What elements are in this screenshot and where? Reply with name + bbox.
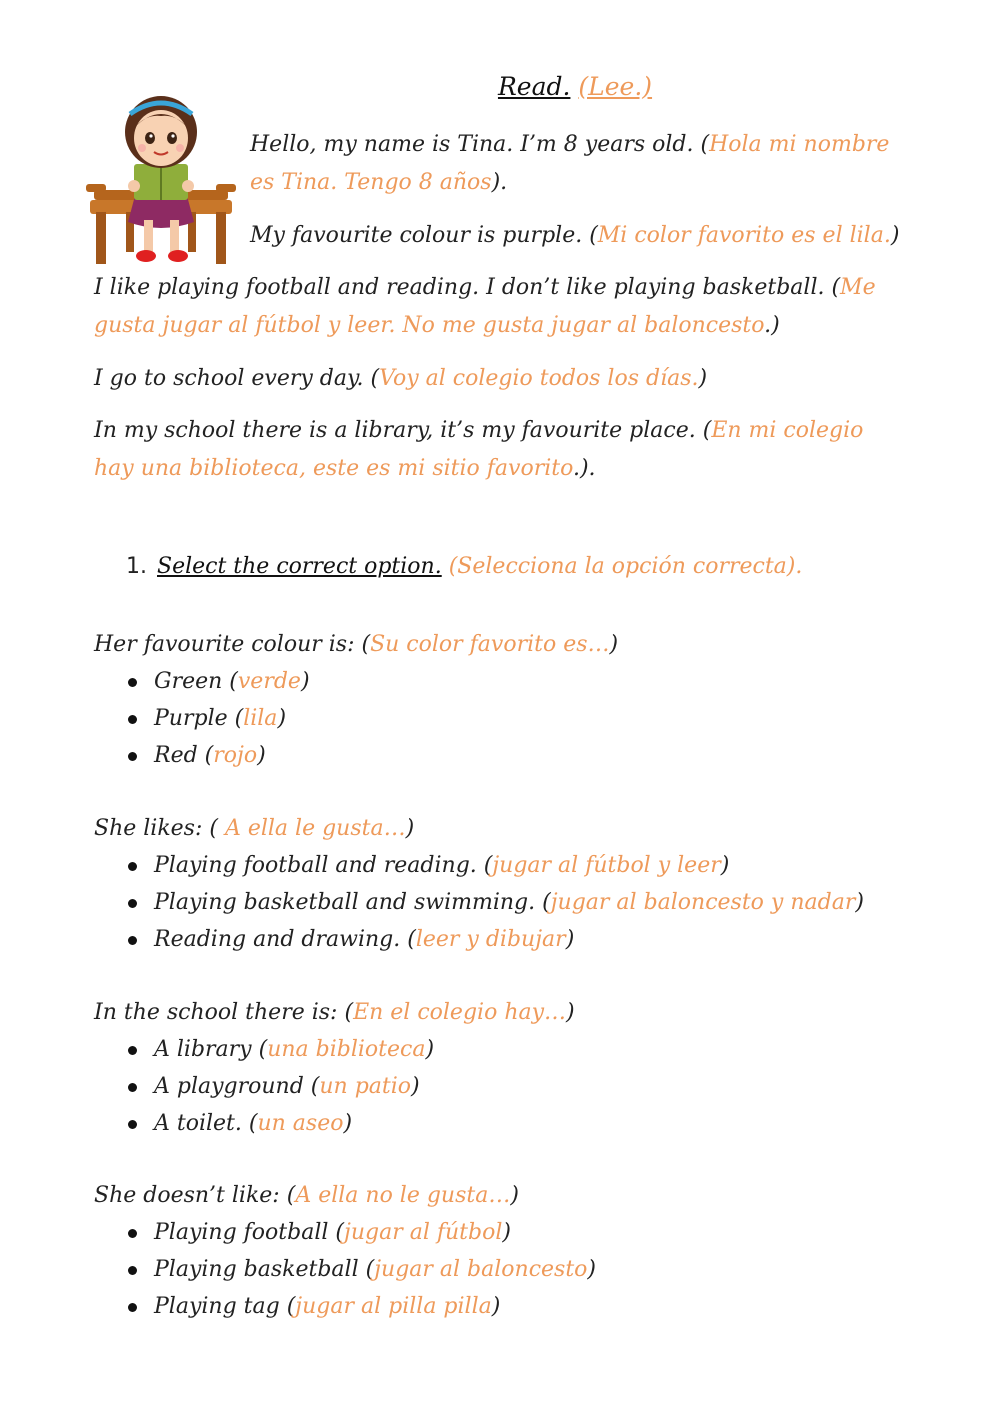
option-green[interactable]: Green (verde) [94,663,618,700]
question-stem: In the school there is: (En el colegio hay…) [94,1000,575,1025]
paragraph-library: In my school there is a library, it’s my favourite place. (En mi colegio hay una biblioteca, este es mi sitio favorito.). [94,418,864,481]
option-toilet[interactable]: A toilet. (un aseo) [94,1105,575,1142]
title-english: Read. [497,72,571,101]
translation: Me gusta jugar al fútbol y leer. No me gusta jugar al baloncesto [94,275,876,338]
option-reading-drawing[interactable]: Reading and drawing. (leer y dibujar) [94,921,864,958]
exercise-heading [126,554,802,579]
option-list [94,663,618,774]
option-football-reading[interactable]: Playing football and reading. (jugar al fútbol y leer) [94,847,864,884]
option-football[interactable]: Playing football (jugar al fútbol) [94,1214,596,1251]
translation: Voy al colegio todos los días. [379,366,699,391]
paragraph-colour: My favourite colour is purple. (Mi color favorito es el lila.) [250,223,900,248]
option-purple[interactable]: Purple (lila) [94,700,618,737]
option-library[interactable]: A library (una biblioteca) [94,1031,575,1068]
question-favourite-colour [94,626,618,774]
title-spanish: (Lee.) [578,72,653,101]
exercise-number: 1. [126,554,147,579]
option-playground[interactable]: A playground (un patio) [94,1068,575,1105]
translation: Hola mi nombre es Tina. Tengo 8 años [250,132,890,195]
question-likes [94,810,864,958]
option-list [94,847,864,958]
exercise-instruction-translation: (Selecciona la opción correcta). [448,554,803,579]
option-tag[interactable]: Playing tag (jugar al pilla pilla) [94,1288,596,1325]
paragraph-intro: Hello, my name is Tina. I’m 8 years old. (Hola mi nombre es Tina. Tengo 8 años). [250,132,890,195]
question-stem: Her favourite colour is: (Su color favorito es…) [94,632,619,657]
paragraph-likes: I like playing football and reading. I don’t like playing basketball. (Me gusta jugar al fútbol y leer. No me gusta jugar al baloncesto.) [94,275,876,338]
option-red[interactable]: Red (rojo) [94,737,618,774]
exercise-instruction: Select the correct option. [157,554,442,579]
paragraph-school: I go to school every day. (Voy al colegio todos los días.) [94,366,708,391]
translation: Mi color favorito es el lila. [597,223,891,248]
question-stem: She likes: ( A ella le gusta…) [94,816,415,841]
option-list [94,1214,596,1325]
option-basketball[interactable]: Playing basketball (jugar al baloncesto) [94,1251,596,1288]
option-basketball-swimming[interactable]: Playing basketball and swimming. (jugar al baloncesto y nadar) [94,884,864,921]
option-list [94,1031,575,1142]
question-stem: She doesn’t like: (A ella no le gusta…) [94,1183,519,1208]
question-doesnt-like [94,1177,596,1325]
translation: En mi colegio hay una biblioteca, este es mi sitio favorito [94,418,864,481]
question-school-has [94,994,575,1142]
girl-reading-illustration [86,92,236,267]
